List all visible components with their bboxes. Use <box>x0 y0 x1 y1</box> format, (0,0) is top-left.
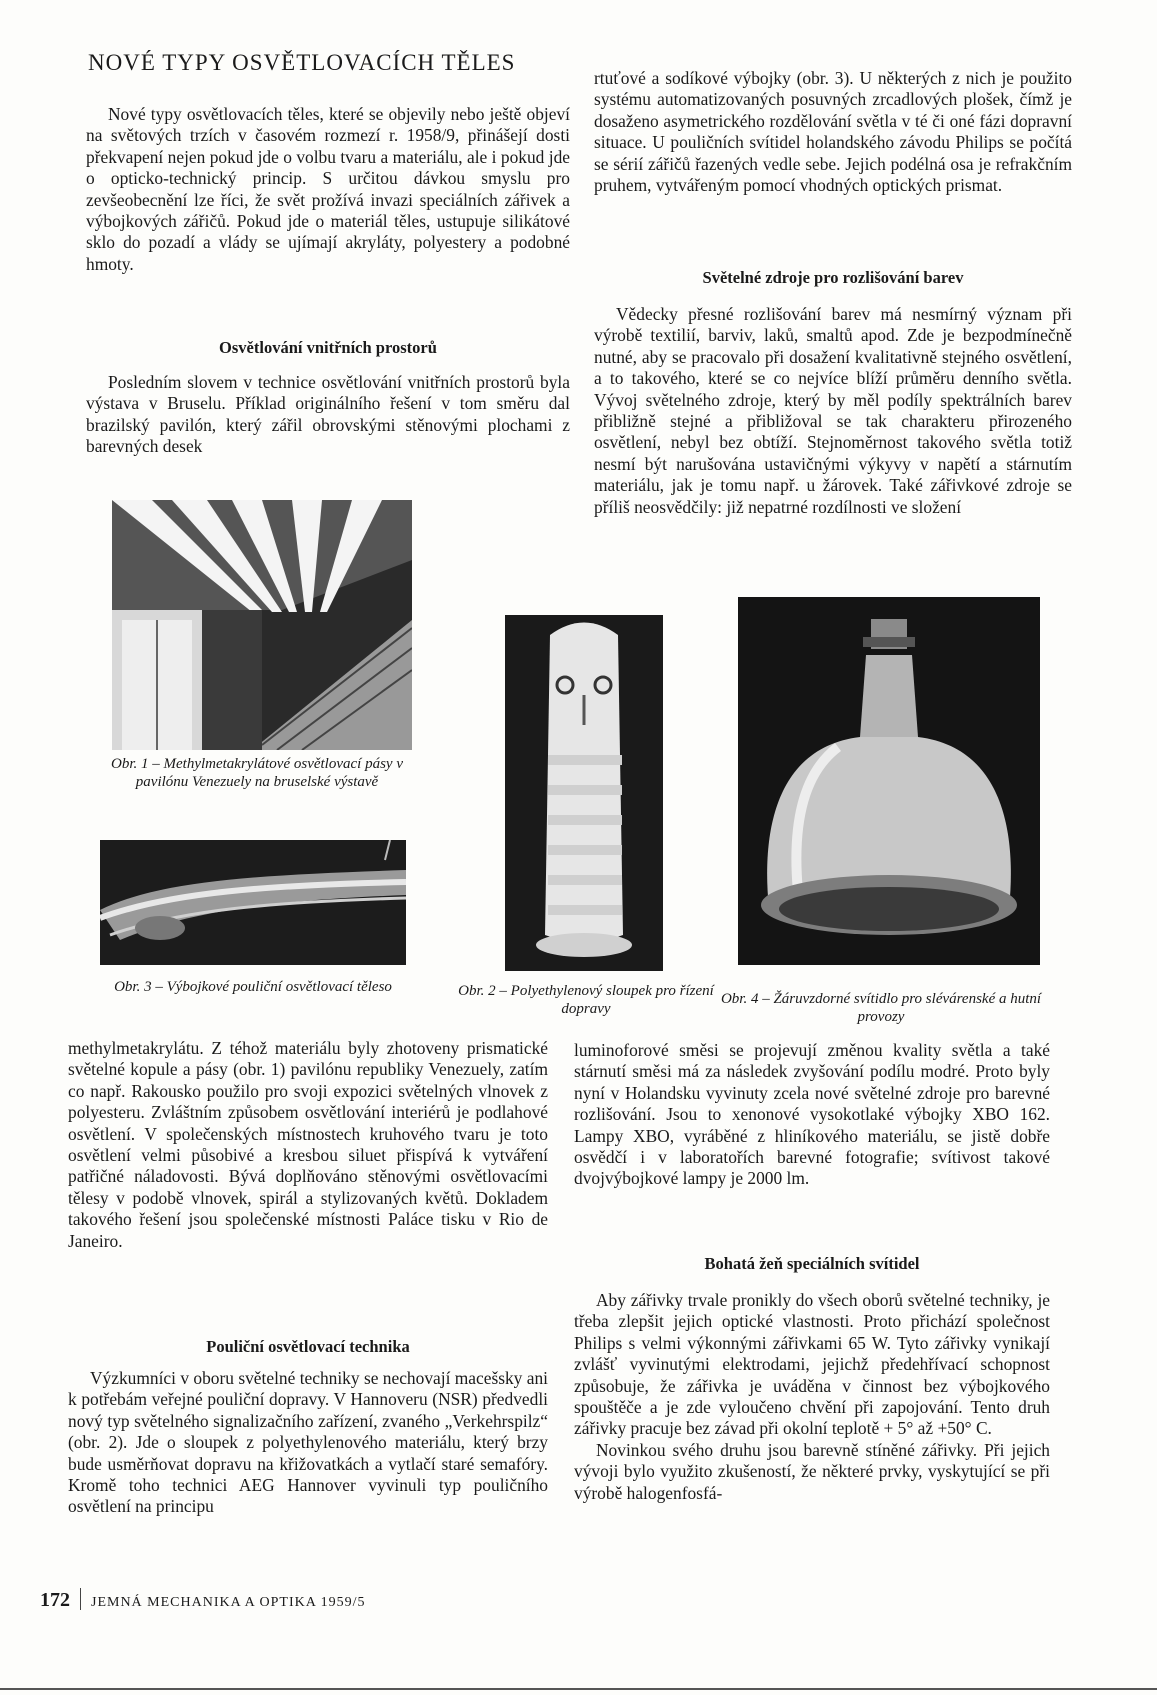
figure-1-photo <box>112 500 412 750</box>
intro-block <box>86 104 570 275</box>
street-paragraph-1: Výzkumníci v oboru světelné techniky se nechovají macešsky ani k potřebám veřejné pouliční dopravy. V Hannoveru (NSR) předvedli nový typ světelného signalizačního zařízení, zvaného „Verkehrspilz“ (obr. 2). Jde o sloupek z polyethylenového materiálu, který brzy bude usměrňovat dopravu na křižovatkách a vytlačí staré semafóry. Kromě toho technici AEG Hannover vyvinuli typ pouličního osvětlení na principu <box>68 1368 548 1517</box>
heading-interior: Osvětlování vnitřních prostorů <box>219 338 437 357</box>
street-block-2 <box>594 68 1072 196</box>
special-paragraph-1: Aby zářivky trvale pronikly do všech oborů světelné techniky, je třeba zlepšit jejich optické vlastnosti. Proto přichází společnost Philips s velmi výkonnými zářivkami 65 W. Tyto zářivky vynikají zvlášť vyvinutými elektrodami, jejichž předehřívací schopnost způsobuje, že zářivka je uváděna v činnost bez výbojkového spouštěče a je zde vyloučeno chvění při zapojování. Tento druh zářivky pracuje bez závad při okolní teplotě + 5° až +50° C. <box>574 1290 1050 1439</box>
colors-block-2 <box>574 1040 1050 1190</box>
interior-paragraph-2: methylmetakrylátu. Z téhož materiálu byly zhotoveny prismatické světelné kopule a pásy (obr. 1) pavilónu republiky Venezuely, zatím co např. Rakousko použilo pro svoji expozici světelných vlnovek z polyesteru. Zvláštním způsobem osvětlování interiérů je podlahové osvětlení. V společenských místnostech kruhového tvaru je toto osvětlení velmi působivé a kresbou siluet přispívá k vytváření patřičné náladovosti. Bývá doplňováno stěnovými osvětlovacími tělesy v podobě vlnovek, spirál a stylizovaných květů. Dokladem takového řešení jsou společenské místnosti Paláce tisku v Rio de Janeiro. <box>68 1038 548 1251</box>
footer-divider <box>80 1588 81 1610</box>
interior-paragraph-1: Posledním slovem v technice osvětlování vnitřních prostorů byla výstava v Bruselu. Příklad originálního řešení v tom směru dal brazilský pavilón, který zářil obrovskými stěnovými plochami z barevných desek <box>86 372 570 457</box>
interior-block-2 <box>68 1038 548 1252</box>
heading-special: Bohatá žeň speciálních svítidel <box>704 1254 920 1273</box>
figure-2-caption: Obr. 2 – Polyethylenový sloupek pro řízení dopravy <box>458 983 714 1017</box>
street-block-1 <box>68 1368 548 1518</box>
figure-3-photo <box>100 840 406 965</box>
street-paragraph-2: rtuťové a sodíkové výbojky (obr. 3). U některých z nich je použito systému automatizovaných posuvných zrcadlových plošek, čímž je dosaženo asymetrického rozdělování světla v té či oné fázi dopravní situace. U pouličních svítidel holandského závodu Philips se počítá se sérií zářičů řazených vedle sebe. Jejich podélná osa je refrakčním pruhem, vytvářeným pomocí vhodných optických prismat. <box>594 68 1072 196</box>
article-title: NOVÉ TYPY OSVĚTLOVACÍCH TĚLES <box>88 50 516 75</box>
figure-4-photo <box>738 597 1040 965</box>
colors-paragraph-1: Vědecky přesné rozlišování barev má nesmírný význam při výrobě textilií, barviv, laků, smaltů apod. Zde je bezpodmínečně nutné, aby se pracovalo při dosažení kvalitativně stejného osvětlení, a to takového, které se co nejvíce blíží průměru denního světla. Vývoj světelného zdroje, který by měl podíly spektrálních barev přibližně stejné a přibližoval se tak charakteru přirozeného osvětlení, nebyl bez obtíží. Stejnoměrnost takového světla totiž nesmí být narušována ustavičnými výkyvy v napětí a stárnutím materiálu, jak je tomu např. u žárovek. Také zářivkové zdroje se příliš neosvědčily: již nepatrné rozdílnosti ve složení <box>594 304 1072 517</box>
heading-street: Pouliční osvětlovací technika <box>206 1337 410 1356</box>
journal-name: JEMNÁ MECHANIKA A OPTIKA 1959/5 <box>91 1595 366 1610</box>
special-paragraph-2: Novinkou svého druhu jsou barevně stíněné zářivky. Při jejich vývoji bylo využito zkušeností, že některé prvky, vyskytující se při výrobě halogenfosfá- <box>574 1439 1050 1503</box>
figure-4-caption: Obr. 4 – Žáruvzdorné svítidlo pro slévárenské a hutní provozy <box>720 991 1042 1025</box>
colors-paragraph-2: luminoforové směsi se projevují změnou kvality světla a také stárnutí směsi má za následek zvyšování podílu modré. Proto byly nyní v Holandsku vyvinuty zcela nové světelné zdroje pro barevné rozlišování. Jsou to xenonové vysokotlaké výbojky XBO 162. Lampy XBO, vyráběné z hliníkového materiálu, se jistě dobře osvědčí i v laboratořích barevné fotografie; svítivost takové dvojvýbojkové lampy je 2000 lm. <box>574 1040 1050 1189</box>
heading-colors: Světelné zdroje pro rozlišování barev <box>702 268 964 287</box>
figure-3-caption: Obr. 3 – Výbojkové pouliční osvětlovací těleso <box>114 979 392 995</box>
special-block <box>574 1290 1050 1504</box>
interior-block-1 <box>86 372 570 458</box>
intro-paragraph: Nové typy osvětlovacích těles, které se objevily nebo ještě objeví na světových trzích v časovém rozmezí r. 1958/9, přinášejí dosti překvapení nejen pokud jde o volbu tvaru a materiálu, ale i pokud jde o opticko-technický princip. S určitou dávkou smyslu pro zevšeobecnění lze říci, že svět prožívá invazi speciálních zářivek a výbojkových zářičů. Pokud jde o materiál těles, ustupuje silikátové sklo do pozadí a vlády se ujímají akryláty, polyestery a podobné hmoty. <box>86 104 570 274</box>
page-number: 172 <box>40 1589 70 1611</box>
figure-2-photo <box>505 615 663 971</box>
bottom-rule <box>0 1688 1157 1690</box>
page-footer <box>40 1588 365 1612</box>
colors-block-1 <box>594 304 1072 518</box>
figure-1-caption: Obr. 1 – Methylmetakrylátové osvětlovací pásy v pavilónu Venezuely na bruselské výstavě <box>111 756 403 790</box>
